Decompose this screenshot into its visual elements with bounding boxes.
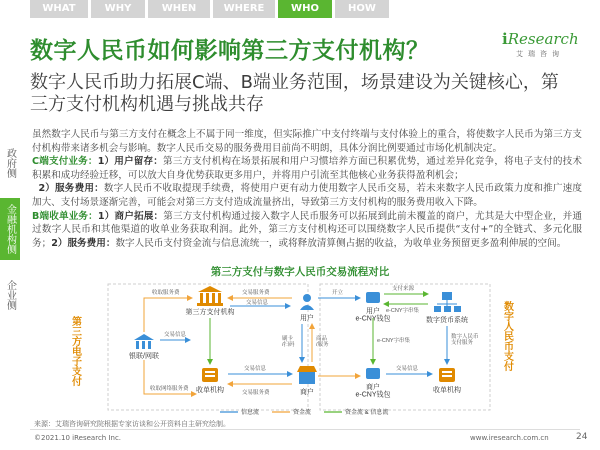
flow-diagram: [20, 276, 580, 418]
node-bank: 银联/网联: [129, 353, 159, 360]
sidebar-item-enterprise[interactable]: 企业侧: [4, 280, 16, 310]
top-nav: [30, 0, 389, 18]
acquirer-left-icon: [202, 368, 218, 382]
edge-label-info-3: 交易信息: [244, 366, 267, 372]
c2-head: 2）服务费用：: [38, 183, 104, 195]
currency-system-icon: [434, 292, 461, 312]
legend-info: 信息流: [241, 410, 260, 416]
node-user-right: 用户 e-CNY钱包: [355, 308, 391, 323]
right-region: [320, 284, 490, 410]
legend-fund: 资金流: [293, 410, 312, 416]
tab-who[interactable]: WHO: [278, 0, 332, 18]
node-third-party: 第三方支付机构: [185, 309, 235, 316]
c2-text: 数字人民币不收取提现手续费，将使用户更有动力使用数字人民币交易，若未来数字人民币政策力度和推广速度加大、支付场景逐渐完善，可能会对第三方支付造成流量挤出，导致第三方支付机构的服务费用收入下降。: [32, 183, 582, 208]
edge-label-card: 刷卡/扫码: [282, 336, 295, 349]
user-wallet-icon: [366, 292, 380, 303]
edge-label-cny-in: 支付来源: [392, 286, 415, 292]
node-acquirer-right: 收单机构: [433, 387, 461, 394]
intro-text: 虽然数字人民币与第三方支付在概念上不属于同一维度，但实际推广中支付终端与支付体验上的重合，将使数字人民币为第三方支付机构带来诸多机会与影响。数字人民币交易的服务费用目前尚不明朗，具体分润比例要通过市场化机制决定。: [32, 129, 582, 154]
b2-head: 2）服务费用：: [51, 237, 116, 249]
edge-label-info-1: 交易信息: [246, 300, 269, 306]
edge-label-open: 开立: [332, 290, 344, 296]
bank-icon: [134, 334, 154, 349]
tab-how[interactable]: HOW: [335, 0, 389, 18]
edge-label-goods: 商品/服务: [316, 336, 329, 349]
b-label: B端收单业务：: [32, 210, 98, 222]
b1-head: 1）商户拓展：: [97, 210, 164, 222]
b1-text: 第三方支付机构通过接入数字人民币服务可以拓展到此前未覆盖的商户，尤其是大中型企业，并通过数字人民币和其他渠道的收单业务获取利润。此外，第三方支付机构还可以围绕数字人民币提供“支付+”的全链式、多元化服务；: [32, 210, 582, 249]
page-number: 24: [576, 432, 588, 442]
acquirer-right-icon: [439, 368, 455, 382]
edge-label-info-2: 交易信息: [164, 332, 187, 338]
edge-label-cny-out: e-CNY字串集: [386, 308, 420, 314]
page-subtitle: 数字人民币助力拓展C端、B端业务范围，场景建设为关键核心，第三方支付机构机遇与挑战共存: [30, 72, 559, 115]
legend-both: 资金流 & 信息流: [345, 410, 389, 416]
c2-paragraph: [32, 182, 582, 209]
c-paragraph: [32, 155, 582, 182]
footer-divider: [30, 429, 580, 430]
edge-label-cny-pay: e-CNY字串集: [377, 338, 411, 344]
edge-label-fee-top: 收取服务费: [152, 290, 180, 296]
logo-sub: 艾瑞咨询: [516, 50, 564, 58]
node-currency-system: 数字货币系统: [426, 317, 468, 324]
merchant-icon: [297, 366, 317, 384]
sidebar: [0, 128, 20, 330]
edge-label-cny-info: 数字人民币支付服务: [451, 334, 479, 347]
b-paragraph: [32, 210, 582, 251]
sidebar-item-financial[interactable]: 金融机构侧: [0, 198, 20, 260]
c-label: C端支付业务：: [32, 156, 98, 168]
edge-label-fee-bottom: 收取网络服务费: [150, 386, 189, 392]
iresearch-logo: [502, 30, 579, 59]
footer-url[interactable]: www.iresearch.com.cn: [470, 434, 549, 442]
tab-why[interactable]: WHY: [91, 0, 145, 18]
tab-where[interactable]: WHERE: [213, 0, 275, 18]
logo-i: i: [502, 30, 508, 48]
page-title: 数字人民币如何影响第三方支付机构？: [30, 38, 430, 64]
edge-label-fee-top-right: 交易服务费: [242, 290, 270, 296]
tab-when[interactable]: WHEN: [148, 0, 210, 18]
tab-what[interactable]: WHAT: [30, 0, 88, 18]
sidebar-item-government[interactable]: 政府侧: [4, 148, 16, 178]
node-user-left: 用户: [300, 315, 314, 322]
right-side-label: 数字人民币支付: [501, 301, 513, 371]
third-party-icon: [197, 286, 223, 306]
source-note: 来源：艾瑞咨询研究院根据专家访谈和公开资料自主研究绘制。: [34, 420, 230, 428]
edge-label-fee-bottom-right: 交易服务费: [242, 390, 270, 396]
left-side-label: 第三方电子支付: [69, 316, 81, 386]
c1-text: 第三方支付机构在场景拓展和用户习惯培养方面已积累优势，通过差异化竞争，将电子支付的技术积累和成功经验迁移，可以放大自身优势获取更多用户，并将用户引流至其他核心业务获得盈利机会；: [32, 156, 583, 181]
footer-copyright: ©2021.10 iResearch Inc.: [34, 434, 122, 442]
logo-text: Research: [507, 30, 579, 48]
node-merchant-right: 商户 e-CNY钱包: [355, 384, 391, 399]
body-text: [32, 128, 582, 250]
merchant-wallet-icon: [366, 368, 380, 379]
b2-text: 数字人民币支付资金流与信息流统一，或将释放清算侧占据的收益，为收单业务预留更多盈利伸展的空间。: [115, 237, 567, 249]
node-merchant-left: 商户: [300, 389, 314, 396]
node-acquirer-left: 收单机构: [196, 387, 224, 394]
edge-label-info-right: 交易信息: [396, 366, 419, 372]
intro-paragraph: [32, 128, 582, 155]
user-icon: [300, 294, 314, 310]
chart-title: 第三方支付与数字人民币交易流程对比: [210, 266, 390, 278]
c1-head: 1）用户留存：: [97, 156, 164, 168]
